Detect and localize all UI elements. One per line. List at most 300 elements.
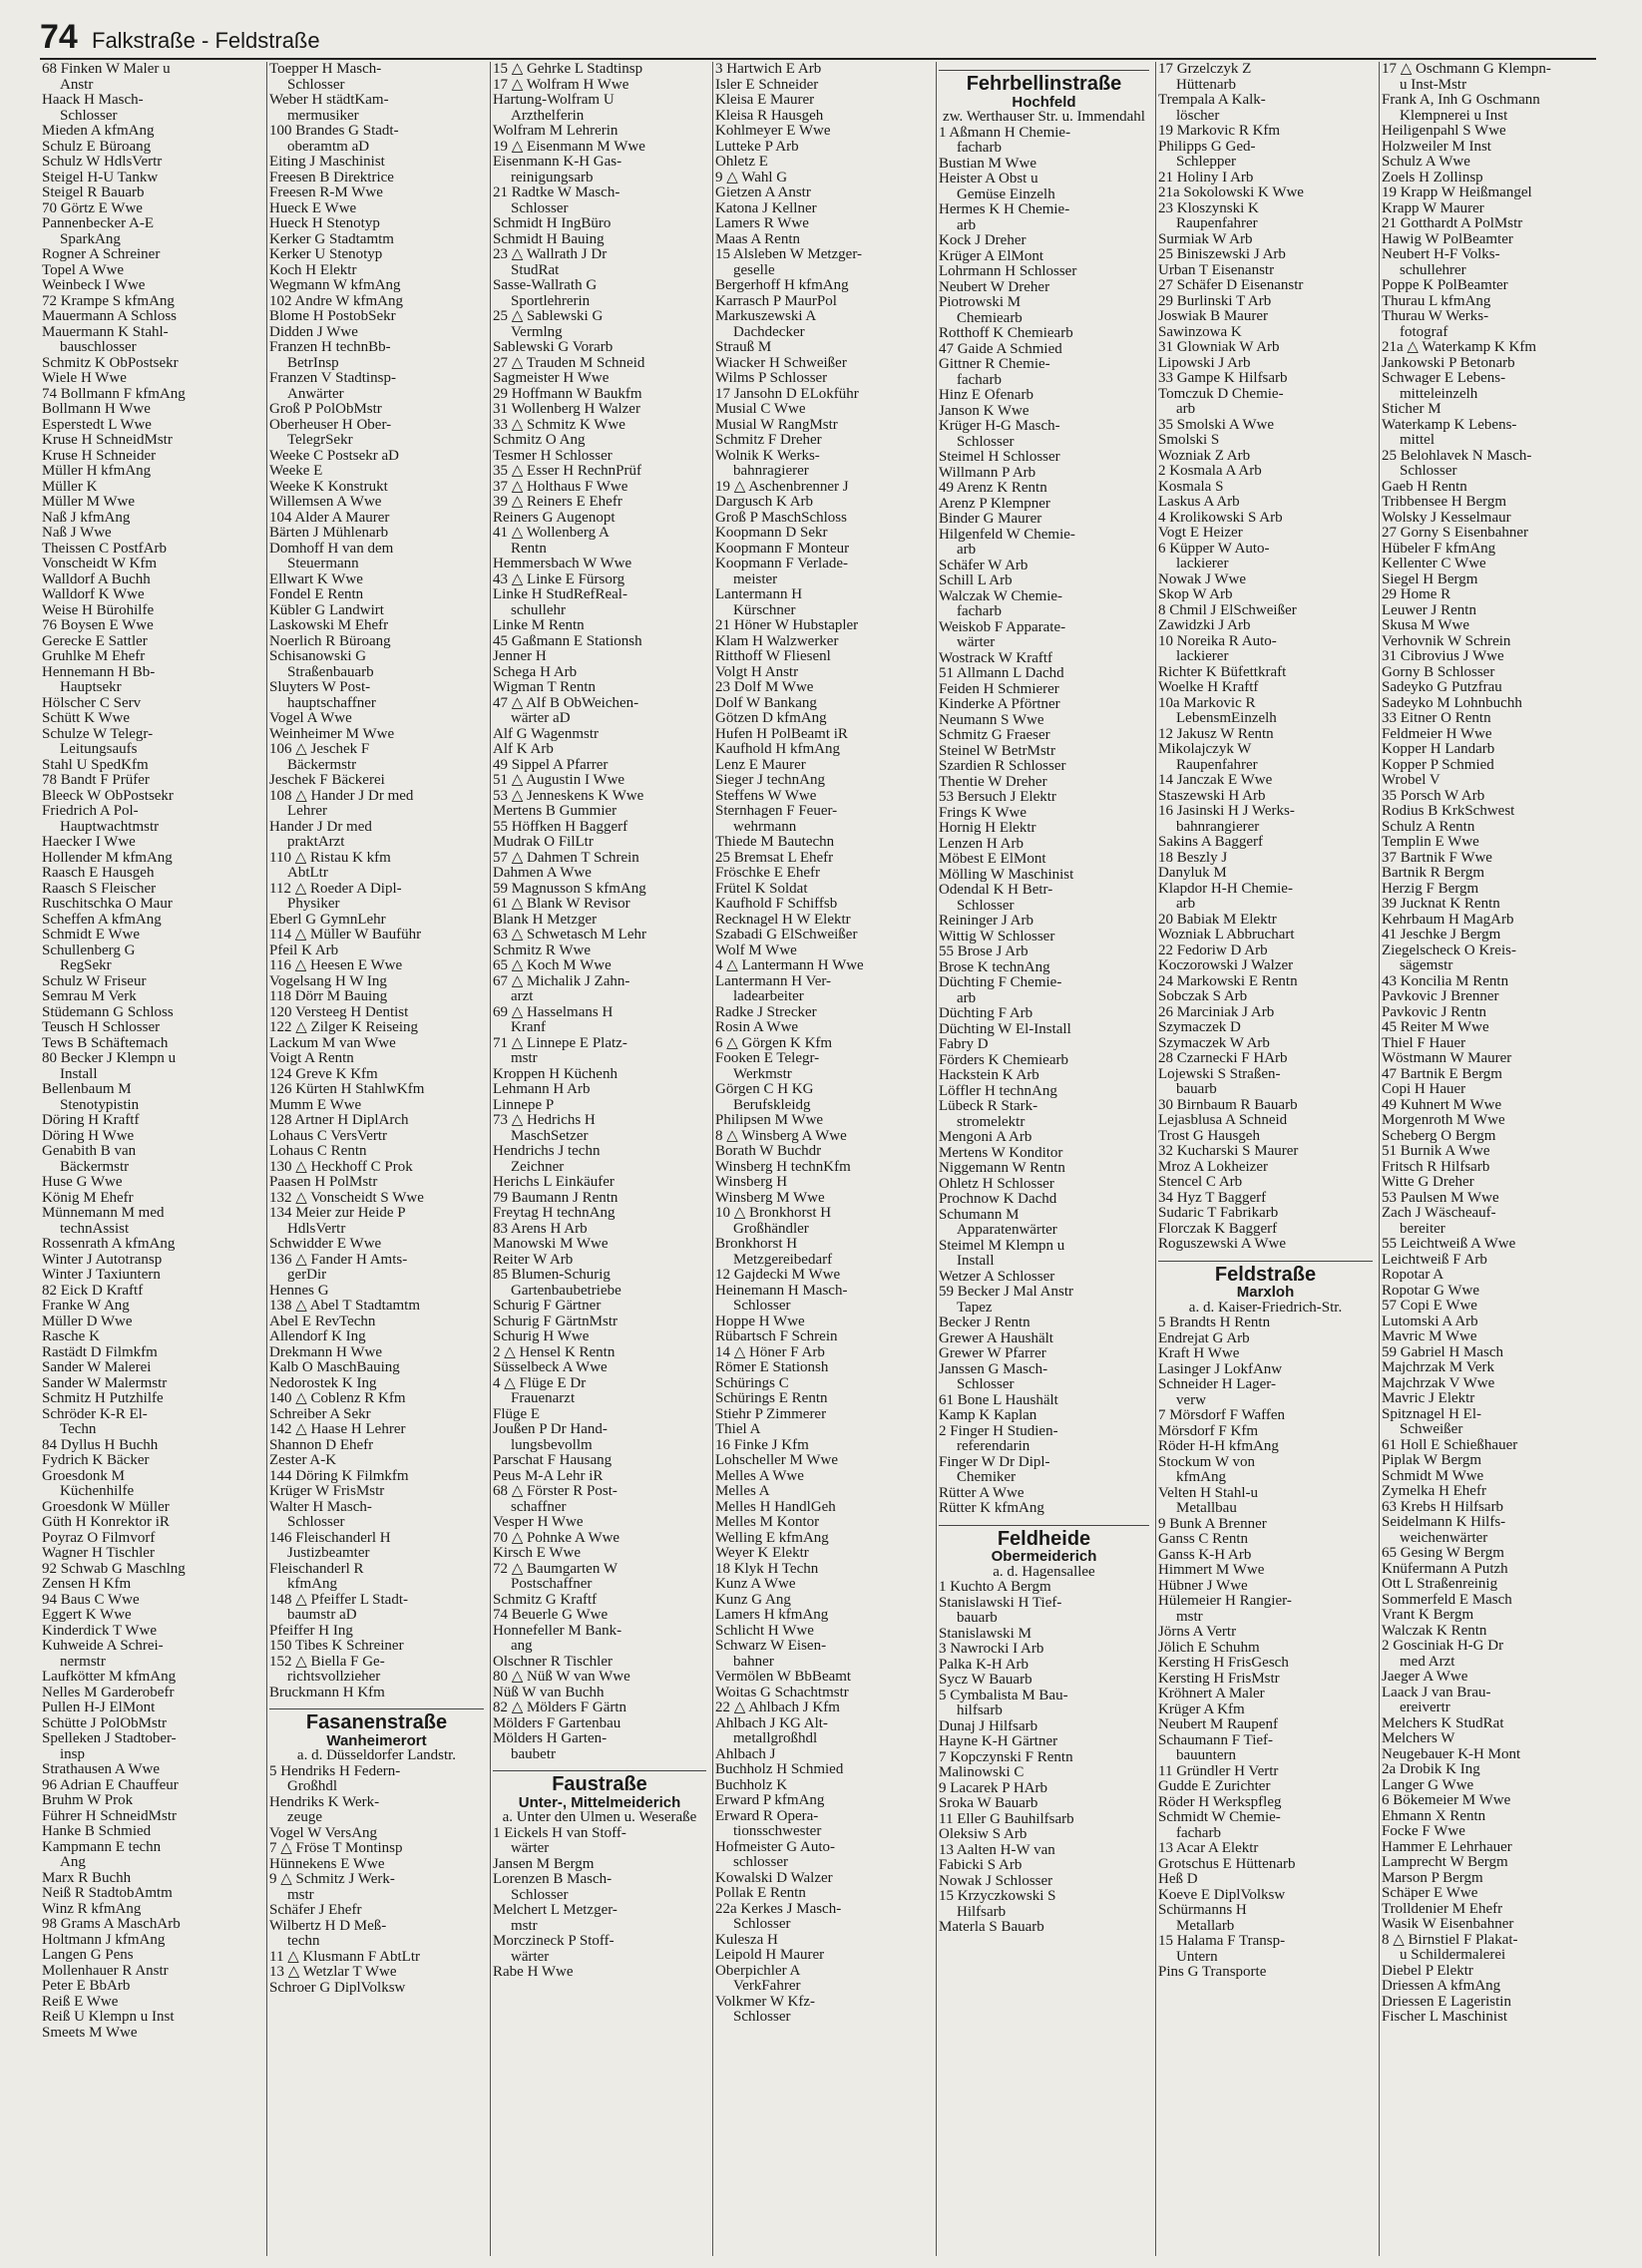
directory-entry: Pavkovic J Brenner bbox=[1382, 988, 1499, 1004]
directory-entry: Dahmen A Wwe bbox=[493, 865, 592, 881]
directory-entry: 53 △ Jenneskens K Wwe bbox=[493, 787, 644, 804]
directory-entry: Malinowski C bbox=[939, 1764, 1025, 1780]
directory-entry: 9 △ Wahl G bbox=[715, 169, 788, 186]
directory-entry: Krüger W FrisMstr bbox=[269, 1483, 385, 1499]
directory-entry: arb bbox=[957, 216, 977, 233]
directory-entry: 7 Mörsdorf F Waffen bbox=[1158, 1407, 1285, 1423]
directory-entry: 11 Eller G Bauhilfsarb bbox=[939, 1810, 1074, 1827]
directory-entry: praktArzt bbox=[287, 834, 345, 850]
directory-entry: Naß J kfmAng bbox=[42, 509, 131, 526]
directory-entry: Hueck H Stenotyp bbox=[269, 215, 380, 231]
directory-entry: 71 △ Linnepe E Platz- bbox=[493, 1034, 627, 1051]
directory-entry: 23 Dolf M Wwe bbox=[715, 679, 814, 695]
directory-entry: Lehrer bbox=[287, 803, 327, 819]
directory-entry: 82 △ Mölders F Gärtn bbox=[493, 1700, 627, 1715]
directory-entry: Frank A, Inh G Oschmann bbox=[1382, 92, 1540, 108]
directory-entry: Schlosser bbox=[1400, 463, 1457, 479]
directory-entry: Sieger J technAng bbox=[715, 772, 825, 788]
directory-entry: Friedrich A Pol- bbox=[42, 803, 139, 819]
directory-entry: Steigel R Bauarb bbox=[42, 185, 145, 200]
directory-entry: Hanke B Schmied bbox=[42, 1823, 152, 1839]
directory-entry: Philipps G Ged- bbox=[1158, 138, 1256, 155]
directory-entry: Mavric J Elektr bbox=[1382, 1390, 1475, 1406]
directory-entry: 13 Aalten H-W van bbox=[939, 1841, 1055, 1858]
directory-entry: Gorny B Schlosser bbox=[1382, 663, 1495, 680]
directory-entry: 33 Gampe K Hilfsarb bbox=[1158, 370, 1288, 386]
directory-entry: Koczorowski J Walzer bbox=[1158, 957, 1294, 973]
directory-entry: Winter J Taxiuntern bbox=[42, 1267, 161, 1283]
directory-entry: HdlsVertr bbox=[287, 1220, 346, 1237]
directory-entry: Lipowski J Arb bbox=[1158, 354, 1251, 371]
directory-entry: Sticher M bbox=[1382, 401, 1441, 417]
directory-entry: Fydrich K Bäcker bbox=[42, 1452, 150, 1468]
directory-entry: Anwärter bbox=[287, 385, 344, 402]
directory-entry: Schlosser bbox=[511, 199, 569, 216]
directory-entry: Seidelmann K Hilfs- bbox=[1382, 1514, 1506, 1530]
directory-entry: Brose K technAng bbox=[939, 958, 1050, 975]
directory-entry: 5 Brandts H Rentn bbox=[1158, 1315, 1271, 1330]
directory-entry: Laack J van Brau- bbox=[1382, 1684, 1491, 1701]
directory-entry: 150 Tibes K Schreiner bbox=[269, 1638, 404, 1654]
directory-entry: Schulz A Wwe bbox=[1382, 154, 1470, 170]
directory-entry: Piotrowski M bbox=[939, 294, 1022, 310]
directory-entry: Franzen V Stadtinsp- bbox=[269, 370, 396, 386]
directory-entry: Wostrack W Kraftf bbox=[939, 649, 1053, 666]
directory-entry: Install bbox=[60, 1065, 98, 1082]
directory-entry: 1 Eickels H van Stoff- bbox=[493, 1824, 626, 1841]
directory-entry: 5 Cymbalista M Bau- bbox=[939, 1687, 1068, 1703]
directory-entry: Techn bbox=[60, 1421, 97, 1437]
directory-entry: Kleisa E Maurer bbox=[715, 92, 815, 108]
directory-entry: Willemsen A Wwe bbox=[269, 494, 382, 510]
directory-entry: Raupenfahrer bbox=[1176, 215, 1258, 231]
directory-entry: 25 △ Sablewski G bbox=[493, 308, 604, 324]
directory-entry: 68 Finken W Maler u bbox=[42, 62, 171, 77]
column-3 bbox=[491, 62, 713, 2256]
directory-entry: 32 Kucharski S Maurer bbox=[1158, 1143, 1299, 1159]
directory-entry: Wegmann W kfmAng bbox=[269, 277, 401, 293]
directory-entry: Thurau W Werks- bbox=[1382, 308, 1489, 324]
directory-entry: Eisenmann K-H Gas- bbox=[493, 154, 622, 170]
directory-entry: Schlicht H Wwe bbox=[715, 1622, 814, 1639]
directory-entry: Olschner R Tischler bbox=[493, 1653, 613, 1670]
directory-entry: Kruse H SchneidMstr bbox=[42, 432, 173, 448]
directory-entry: Krüger A Kfm bbox=[1158, 1701, 1245, 1717]
directory-entry: Spelleken J Stadtober- bbox=[42, 1730, 177, 1746]
directory-entry: Lohaus C Rentn bbox=[269, 1143, 367, 1159]
directory-entry: Schürings E Rentn bbox=[715, 1390, 828, 1406]
directory-entry: 12 Gajdecki M Wwe bbox=[715, 1267, 841, 1283]
directory-entry: geselle bbox=[733, 261, 775, 278]
directory-entry: mstr bbox=[1176, 1608, 1203, 1625]
directory-entry: Möbest E ElMont bbox=[939, 851, 1046, 867]
directory-entry: Küchenhilfe bbox=[60, 1483, 135, 1499]
directory-entry: bahnrangierer bbox=[1176, 818, 1260, 835]
directory-entry: 43 △ Linke E Fürsorg bbox=[493, 570, 625, 587]
directory-entry: 21a Sokolowski K Wwe bbox=[1158, 185, 1304, 200]
directory-entry: 134 Meier zur Heide P bbox=[269, 1205, 406, 1221]
directory-entry: 22 Fedoriw D Arb bbox=[1158, 942, 1268, 958]
directory-entry: Focke F Wwe bbox=[1382, 1823, 1465, 1839]
directory-entry: 85 Blumen-Schurig bbox=[493, 1267, 611, 1283]
directory-entry: Radke J Strecker bbox=[715, 1003, 817, 1020]
directory-entry: Schlosser bbox=[287, 76, 345, 93]
directory-entry: u Schildermalerei bbox=[1400, 1947, 1506, 1963]
directory-entry: Eggert K Wwe bbox=[42, 1607, 132, 1623]
directory-entry: Mölders F Gartenbau bbox=[493, 1714, 621, 1731]
directory-entry: Thurau L kfmAng bbox=[1382, 292, 1491, 309]
directory-entry: Ehmann X Rentn bbox=[1382, 1807, 1486, 1824]
directory-entry: 8 Chmil J ElSchweißer bbox=[1158, 601, 1297, 618]
directory-entry: Stanislawski M bbox=[939, 1625, 1031, 1642]
directory-entry: Copi H Hauer bbox=[1382, 1081, 1466, 1097]
directory-entry: 27 △ Trauden M Schneid bbox=[493, 354, 645, 371]
directory-entry: 35 Porsch W Arb bbox=[1382, 787, 1485, 804]
directory-entry: Schlosser bbox=[733, 2009, 791, 2025]
directory-entry: schaffner bbox=[511, 1498, 567, 1515]
directory-entry: Neugebauer K-H Mont bbox=[1382, 1745, 1521, 1762]
directory-entry: 39 △ Reiners E Ehefr bbox=[493, 494, 622, 510]
directory-entry: 55 Brose J Arb bbox=[939, 944, 1028, 959]
directory-entry: 61 Holl E Schießhauer bbox=[1382, 1436, 1518, 1453]
directory-entry: 37 Bartnik F Wwe bbox=[1382, 849, 1492, 866]
directory-entry: 19 Krapp W Heißmangel bbox=[1382, 185, 1532, 200]
directory-entry: Thiede M Bautechn bbox=[715, 834, 835, 850]
directory-entry: Heister A Obst u bbox=[939, 171, 1038, 187]
directory-entry: Thentie W Dreher bbox=[939, 773, 1047, 790]
directory-entry: Kröhnert A Maler bbox=[1158, 1686, 1265, 1701]
district-heading: Wanheimerort bbox=[326, 1731, 427, 1749]
directory-entry: Kellenter C Wwe bbox=[1382, 556, 1486, 571]
page-title: Falkstraße - Feldstraße bbox=[92, 28, 320, 53]
directory-entry: Tesmer H Schlosser bbox=[493, 447, 613, 464]
directory-entry: lackierer bbox=[1176, 556, 1229, 571]
directory-entry: Ganss K-H Arb bbox=[1158, 1546, 1252, 1563]
directory-entry: Katona J Kellner bbox=[715, 199, 817, 216]
directory-entry: Justizbeamter bbox=[287, 1545, 370, 1561]
directory-entry: bauarb bbox=[1176, 1081, 1217, 1097]
directory-entry: Götzen D kfmAng bbox=[715, 710, 827, 726]
directory-entry: 128 Artner H DiplArch bbox=[269, 1112, 409, 1128]
directory-entry: 78 Bandt F Prüfer bbox=[42, 772, 150, 788]
directory-entry: Domhoff H van dem bbox=[269, 540, 394, 557]
directory-entry: 130 △ Heckhoff C Prok bbox=[269, 1158, 413, 1175]
directory-entry: 35 Smolski A Wwe bbox=[1158, 416, 1274, 433]
directory-entry: Stencel C Arb bbox=[1158, 1174, 1243, 1190]
directory-entry: 49 Kuhnert M Wwe bbox=[1382, 1096, 1502, 1113]
directory-entry: Honnefeller M Bank- bbox=[493, 1622, 622, 1639]
directory-entry: Pannenbecker A-E bbox=[42, 215, 155, 231]
directory-entry: 122 △ Zilger K Reiseing bbox=[269, 1019, 419, 1035]
directory-entry: Walter H Masch- bbox=[269, 1498, 372, 1515]
directory-entry: 22a Kerkes J Masch- bbox=[715, 1900, 842, 1917]
directory-entry: Ritthoff W Fliesenl bbox=[715, 648, 831, 664]
directory-entry: lungsbevollm bbox=[511, 1436, 593, 1453]
directory-entry: Wrobel V bbox=[1382, 772, 1440, 788]
directory-entry: Kampmann E techn bbox=[42, 1838, 162, 1855]
directory-entry: Hülemeier H Rangier- bbox=[1158, 1593, 1292, 1609]
directory-entry: Herichs L Einkäufer bbox=[493, 1174, 615, 1190]
district-heading: Hochfeld bbox=[1012, 93, 1076, 111]
directory-entry: Süsselbeck A Wwe bbox=[493, 1359, 608, 1375]
directory-entry: 152 △ Biella F Ge- bbox=[269, 1653, 385, 1670]
directory-entry: Mumm E Wwe bbox=[269, 1096, 362, 1113]
directory-entry: Metallarb bbox=[1176, 1917, 1235, 1934]
directory-entry: 25 Belohlavek N Masch- bbox=[1382, 447, 1532, 464]
directory-entry: Schweißer bbox=[1400, 1421, 1463, 1437]
directory-entry: Nowak J Wwe bbox=[1158, 570, 1247, 587]
directory-entry: Melchers K StudRat bbox=[1382, 1714, 1504, 1731]
directory-entry: Musial W RangMstr bbox=[715, 416, 838, 433]
directory-entry: Reiß E Wwe bbox=[42, 1993, 119, 2010]
directory-entry: 57 △ Dahmen T Schrein bbox=[493, 849, 639, 866]
directory-entry: Vogel W VersAng bbox=[269, 1824, 378, 1841]
directory-entry: Führer H SchneidMstr bbox=[42, 1807, 177, 1824]
directory-entry: Volkmer W Kfz- bbox=[715, 1993, 815, 2010]
directory-entry: Schmitz R Wwe bbox=[493, 942, 592, 958]
directory-entry: Kosmala S bbox=[1158, 478, 1224, 495]
directory-entry: Naß J Wwe bbox=[42, 525, 112, 541]
directory-entry: stromelektr bbox=[957, 1113, 1026, 1130]
directory-entry: gerDir bbox=[287, 1267, 327, 1283]
directory-entry: Isler E Schneider bbox=[715, 76, 819, 93]
directory-entry: Strathausen A Wwe bbox=[42, 1761, 161, 1777]
directory-entry: techn bbox=[287, 1933, 320, 1949]
directory-entry: Binder G Maurer bbox=[939, 511, 1042, 527]
directory-entry: Kleisa R Hausgeh bbox=[715, 107, 824, 124]
directory-entry: Woelke H Kraftf bbox=[1158, 679, 1259, 695]
directory-entry: Mavric M Wwe bbox=[1382, 1328, 1477, 1344]
directory-entry: Vermlng bbox=[511, 323, 563, 340]
directory-entry: 83 Arens H Arb bbox=[493, 1220, 588, 1237]
directory-entry: Gietzen A Anstr bbox=[715, 185, 811, 200]
district-heading: Obermeiderich bbox=[991, 1548, 1097, 1565]
directory-entry: Linnepe P bbox=[493, 1096, 555, 1113]
directory-entry: Schullenberg G bbox=[42, 942, 136, 958]
directory-entry: 68 △ Förster R Post- bbox=[493, 1483, 617, 1499]
directory-entry: 8 △ Winsberg A Wwe bbox=[715, 1127, 847, 1144]
directory-entry: Mieden A kfmAng bbox=[42, 123, 155, 139]
directory-entry: Holzweiler M Inst bbox=[1382, 138, 1491, 155]
directory-entry: baumstr aD bbox=[287, 1607, 357, 1623]
directory-entry: 25 Bremsat L Ehefr bbox=[715, 849, 834, 866]
directory-entry: Theissen C PostfArb bbox=[42, 540, 167, 557]
directory-entry: 15 Alsleben W Metzger- bbox=[715, 246, 863, 262]
directory-entry: Kruse H Schneider bbox=[42, 447, 157, 464]
directory-entry: 104 Alder A Maurer bbox=[269, 509, 390, 526]
directory-entry: Sternhagen F Feuer- bbox=[715, 803, 838, 819]
directory-entry: Raasch E Hausgeh bbox=[42, 865, 155, 881]
directory-entry: Mengoni A Arb bbox=[939, 1129, 1032, 1145]
directory-entry: Vermölen W BbBeamt bbox=[715, 1669, 852, 1685]
street-location: a. d. Hagensallee bbox=[993, 1563, 1095, 1580]
directory-entry: Weber H städtKam- bbox=[269, 92, 389, 108]
directory-entry: 72 △ Baumgarten W bbox=[493, 1560, 617, 1577]
directory-entry: Kowalski D Walzer bbox=[715, 1869, 833, 1886]
directory-entry: Markuszewski A bbox=[715, 308, 817, 324]
directory-entry: Röder H-H kfmAng bbox=[1158, 1438, 1279, 1454]
directory-entry: mittel bbox=[1400, 432, 1435, 448]
directory-entry: Frauenarzt bbox=[511, 1390, 576, 1406]
directory-entry: Koch H Elektr bbox=[269, 261, 357, 278]
directory-entry: Sluyters W Post- bbox=[269, 679, 371, 695]
directory-entry: metallgroßhdl bbox=[733, 1730, 818, 1746]
directory-entry: mstr bbox=[511, 1050, 538, 1066]
directory-entry: Hendrichs J techn bbox=[493, 1143, 601, 1159]
directory-entry: Wasik W Eisenbahner bbox=[1382, 1916, 1514, 1932]
directory-entry: Rabe H Wwe bbox=[493, 1964, 574, 1980]
directory-entry: hilfsarb bbox=[957, 1702, 1003, 1718]
directory-entry: Schlosser bbox=[733, 1298, 791, 1314]
directory-entry: 59 Becker J Mal Anstr bbox=[939, 1284, 1073, 1300]
directory-entry: Weyer K Elektr bbox=[715, 1545, 809, 1561]
directory-entry: kfmAng bbox=[287, 1576, 337, 1592]
directory-entry: sägemstr bbox=[1400, 957, 1453, 973]
directory-entry: Krüger H-G Masch- bbox=[939, 418, 1060, 434]
directory-entry: Gaeb H Rentn bbox=[1382, 478, 1467, 495]
directory-entry: Sroka W Bauarb bbox=[939, 1795, 1038, 1811]
directory-entry: Lohaus C VersVertr bbox=[269, 1127, 388, 1144]
directory-entry: Alf G Wagenmstr bbox=[493, 725, 599, 742]
directory-entry: 39 Jucknat K Rentn bbox=[1382, 896, 1500, 912]
directory-entry: Janssen G Masch- bbox=[939, 1360, 1048, 1377]
directory-entry: 102 Andre W kfmAng bbox=[269, 292, 404, 309]
directory-entry: MaschSetzer bbox=[511, 1127, 589, 1144]
directory-entry: Vrant K Bergm bbox=[1382, 1607, 1474, 1623]
directory-entry: Thiel A bbox=[715, 1421, 761, 1437]
directory-entry: Lasinger J LokfAnw bbox=[1158, 1360, 1283, 1377]
directory-entry: 80 Becker J Klempn u bbox=[42, 1050, 177, 1066]
directory-entry: Thiel F Hauer bbox=[1382, 1034, 1466, 1051]
directory-entry: Sasse-Wallrath G bbox=[493, 277, 598, 293]
directory-entry: 13 △ Wetzlar T Wwe bbox=[269, 1964, 397, 1980]
directory-entry: Freesen B Direktrice bbox=[269, 169, 394, 186]
directory-entry: Morczineck P Stoff- bbox=[493, 1933, 615, 1949]
directory-entry: Hüttenarb bbox=[1176, 76, 1236, 93]
directory-entry: Schega H Arb bbox=[493, 663, 578, 680]
directory-entry: Stahl U SpedKfm bbox=[42, 756, 149, 773]
directory-entry: Lojewski S Straßen- bbox=[1158, 1065, 1281, 1082]
directory-entry: Grotschus E Hüttenarb bbox=[1158, 1855, 1296, 1872]
directory-entry: Ohletz E bbox=[715, 154, 768, 170]
directory-entry: Weiskob F Apparate- bbox=[939, 618, 1066, 635]
directory-entry: 12 Jakusz W Rentn bbox=[1158, 725, 1274, 742]
directory-entry: 5 Hendriks H Federn- bbox=[269, 1762, 401, 1779]
directory-entry: Lantermann H Ver- bbox=[715, 972, 832, 989]
directory-entry: 126 Kürten H StahlwKfm bbox=[269, 1081, 425, 1097]
directory-entry: Hemmersbach W Wwe bbox=[493, 556, 632, 571]
directory-entry: 41 Jeschke J Bergm bbox=[1382, 927, 1501, 943]
directory-entry: Kranf bbox=[511, 1019, 546, 1035]
directory-entry: Didden J Wwe bbox=[269, 323, 358, 340]
directory-entry: Schäper E Wwe bbox=[1382, 1885, 1478, 1901]
directory-entry: Piplak W Bergm bbox=[1382, 1452, 1482, 1468]
directory-entry: 120 Versteeg H Dentist bbox=[269, 1003, 409, 1020]
directory-entry: Hander J Dr med bbox=[269, 818, 372, 835]
directory-entry: 18 Klyk H Techn bbox=[715, 1560, 819, 1577]
directory-entry: Richter K Büfettkraft bbox=[1158, 663, 1287, 680]
directory-entry: Raupenfahrer bbox=[1176, 756, 1258, 773]
directory-entry: Franke W Ang bbox=[42, 1298, 130, 1314]
directory-entry: Mudrak O FilLtr bbox=[493, 834, 594, 850]
directory-entry: 70 △ Pohnke A Wwe bbox=[493, 1529, 620, 1546]
directory-entry: 2 Finger H Studien- bbox=[939, 1422, 1058, 1439]
directory-entry: Bollmann H Wwe bbox=[42, 401, 151, 417]
directory-entry: Schlepper bbox=[1176, 154, 1236, 170]
directory-entry: Steimel M Klempn u bbox=[939, 1237, 1065, 1254]
directory-entry: Melles A bbox=[715, 1483, 770, 1499]
directory-entry: 34 Hyz T Baggerf bbox=[1158, 1189, 1267, 1206]
directory-entry: Szymaczek W Arb bbox=[1158, 1034, 1270, 1051]
directory-entry: 47 Gaide A Schmied bbox=[939, 340, 1062, 357]
directory-entry: Noerlich R Büroang bbox=[269, 632, 391, 649]
directory-entry: Chemiearb bbox=[957, 309, 1023, 326]
directory-entry: Vogel A Wwe bbox=[269, 710, 352, 726]
directory-entry: Erward P kfmAng bbox=[715, 1792, 825, 1808]
directory-entry: Roguszewski A Wwe bbox=[1158, 1236, 1287, 1252]
directory-entry: Bärten J Mühlenarb bbox=[269, 525, 389, 541]
directory-entry: Melchert L Metzger- bbox=[493, 1902, 617, 1918]
directory-entry: Kehrbaum H MagArb bbox=[1382, 911, 1514, 928]
directory-entry: Güth H Konrektor iR bbox=[42, 1514, 170, 1530]
directory-entry: Zester A-K bbox=[269, 1452, 337, 1468]
directory-entry: Kürschner bbox=[733, 601, 796, 618]
directory-entry: Bellenbaum M bbox=[42, 1081, 132, 1097]
directory-entry: 6 △ Görgen K Kfm bbox=[715, 1034, 833, 1051]
directory-entry: 51 Burnik A Wwe bbox=[1382, 1143, 1490, 1159]
directory-entry: Reiß U Klempn u Inst bbox=[42, 2009, 175, 2025]
directory-entry: Hermes K H Chemie- bbox=[939, 201, 1070, 217]
directory-entry: Metzgereibedarf bbox=[733, 1251, 833, 1268]
directory-entry: 82 Eick D Kraftf bbox=[42, 1282, 144, 1299]
directory-entry: 19 △ Eisenmann M Wwe bbox=[493, 138, 645, 155]
directory-columns bbox=[40, 62, 1601, 2256]
directory-entry: 79 Baumann J Rentn bbox=[493, 1189, 618, 1206]
directory-entry: Kock J Dreher bbox=[939, 232, 1026, 248]
directory-entry: 98 Grams A MaschArb bbox=[42, 1916, 181, 1932]
directory-entry: 6 Bökemeier M Wwe bbox=[1382, 1792, 1511, 1808]
directory-entry: Walldorf K Wwe bbox=[42, 586, 145, 602]
directory-entry: Feldmeier H Wwe bbox=[1382, 725, 1492, 742]
directory-entry: Pfeil K Arb bbox=[269, 942, 339, 958]
directory-entry: Recknagel H W Elektr bbox=[715, 911, 851, 928]
directory-entry: 96 Adrian E Chauffeur bbox=[42, 1776, 179, 1793]
directory-entry: 15 Halama F Transp- bbox=[1158, 1933, 1286, 1949]
directory-entry: Schmitz H Putzhilfe bbox=[42, 1390, 164, 1406]
directory-entry: 31 Wollenberg H Walzer bbox=[493, 401, 640, 417]
directory-entry: ladearbeiter bbox=[733, 988, 804, 1004]
directory-entry: Leipold H Maurer bbox=[715, 1947, 825, 1963]
directory-entry: Krüger A ElMont bbox=[939, 247, 1043, 264]
directory-entry: Fleischanderl R bbox=[269, 1560, 364, 1577]
directory-entry: Kerker G Stadtamtm bbox=[269, 230, 394, 247]
street-location: zw. Werthauser Str. u. Immendahl bbox=[943, 109, 1145, 125]
directory-entry: Driessen E Lageristin bbox=[1382, 1993, 1511, 2010]
page-number: 74 bbox=[40, 18, 78, 56]
directory-entry: Blome H PostobSekr bbox=[269, 308, 396, 324]
directory-entry: facharb bbox=[957, 371, 1002, 388]
directory-entry: Schmitz O Ang bbox=[493, 432, 586, 448]
directory-entry: 33 Eitner O Rentn bbox=[1382, 710, 1491, 726]
directory-entry: Groß P MaschSchloss bbox=[715, 509, 847, 526]
directory-entry: 13 Acar A Elektr bbox=[1158, 1840, 1259, 1856]
directory-entry: Abel E RevTechn bbox=[269, 1313, 376, 1329]
directory-entry: Urban T Eisenanstr bbox=[1158, 261, 1275, 278]
directory-entry: Jörns A Vertr bbox=[1158, 1624, 1237, 1640]
directory-entry: 73 △ Hedrichs H bbox=[493, 1112, 596, 1128]
directory-entry: Dunaj J Hilfsarb bbox=[939, 1717, 1038, 1734]
directory-entry: Tews B Schäftemach bbox=[42, 1034, 169, 1051]
